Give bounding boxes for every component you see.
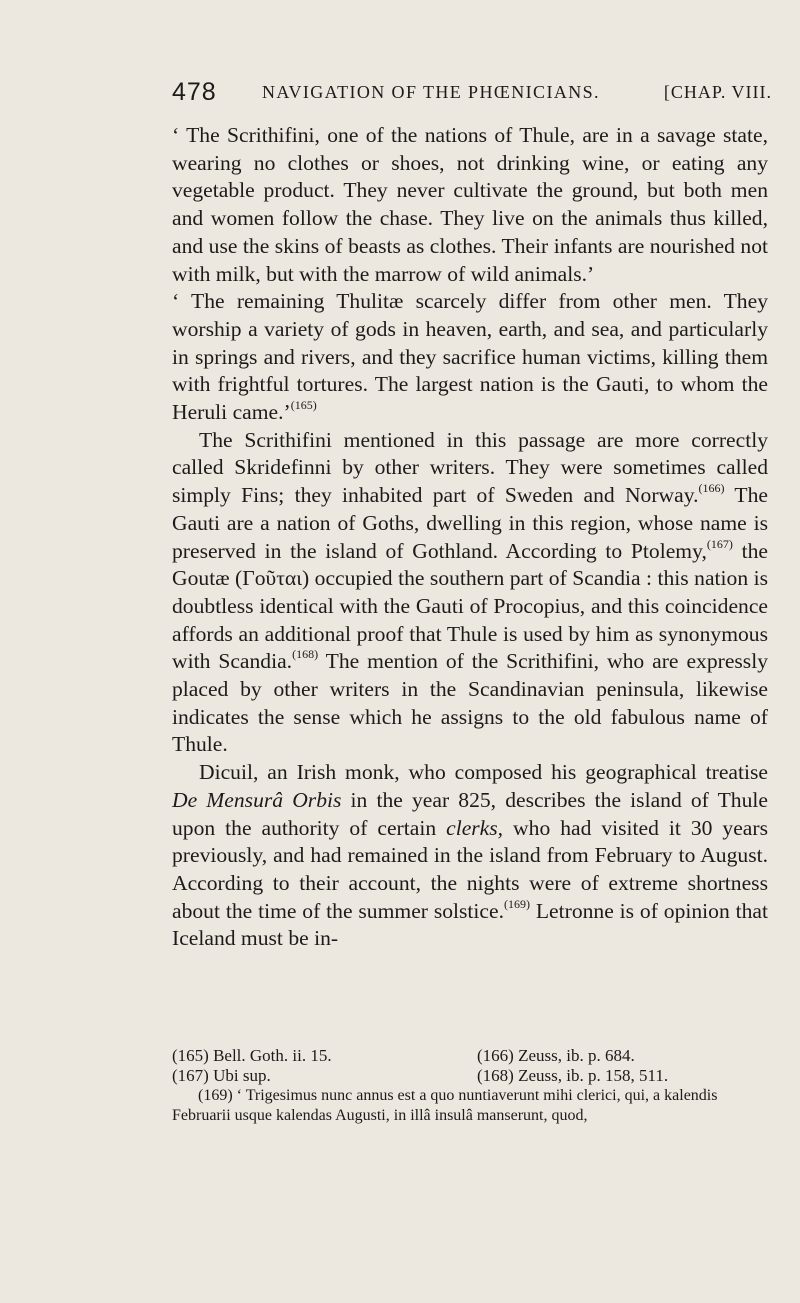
footnote-row bbox=[172, 1066, 768, 1086]
chapter-label: [CHAP. VIII. bbox=[663, 82, 772, 102]
paragraph: ‘ The Scrithifini, one of the nations of Thule, are in a savage state, wearing no clothes or shoes, not drinking wine, or eating any vegetable product. They never cultivate the ground, but both men and women follow the chase. They live on the animals thus killed, and use the skins of beasts as clothes. Their infants are nourished not with milk, but with the marrow of wild animals.’ bbox=[172, 123, 768, 286]
page-number: 478 bbox=[172, 78, 217, 106]
footnote: (165) Bell. Goth. ii. 15. bbox=[172, 1046, 332, 1065]
footnote-ref: (165) bbox=[290, 398, 317, 413]
footnote-ref: (168) bbox=[292, 647, 319, 662]
footnote: (166) Zeuss, ib. p. 684. bbox=[477, 1046, 635, 1065]
main-text bbox=[172, 122, 768, 953]
footnote: (168) Zeuss, ib. p. 158, 511. bbox=[477, 1066, 669, 1085]
page-header bbox=[172, 78, 772, 112]
paragraph: ‘ The remaining Thulitæ scarcely differ from other men. They worship a variety of gods in heaven, earth, and sea, and particularly in springs and rivers, and they sacrifice human victims, killing them with frightful tortures. The largest nation is the Gauti, to whom the Heruli came.’$^{(165)}$ bbox=[172, 289, 768, 425]
book-title: De Mensurâ Orbis bbox=[172, 787, 342, 812]
paragraph: Dicuil, an Irish monk, who composed his geographical treatise De Mensurâ Orbis in the year 825, describes the island of Thule upon the authority of certain clerks, who had visited it 30 years previously, and had remained in the island from February to August. According to their account, the nights were of extreme shortness about the time of the summer solstice.$^{(169)}$ Letronne is of opinion that Iceland must be in- bbox=[172, 760, 768, 951]
footnote-ref: (169) bbox=[504, 896, 530, 911]
footnotes bbox=[172, 1046, 768, 1126]
footnote-ref: (166) bbox=[698, 481, 725, 496]
running-title: NAVIGATION OF THE PHŒNICIANS. bbox=[262, 82, 600, 102]
paragraph: The Scrithifini mentioned in this passage are more correctly called Skridefinni by other writers. They were sometimes called simply Fins; they inhabited part of Sweden and Norway.$^{(166)}$ The Gauti are a nation of Goths, dwelling in this region, whose name is preserved in the island of Gothland. According to Ptolemy,$^{(167)}$ the Goutæ (Γοῦται) occupied the southern part of Scandia : this nation is doubtless identical with the Gauti of Procopius, and this coincidence affords an additional proof that Thule is used by him as synonymous with Scandia.$^{(168)}$ The mention of the Scrithifini, who are expressly placed by other writers in the Scandinavian peninsula, likewise indicates the sense which he assigns to the old fabulous name of Thule. bbox=[172, 427, 769, 757]
emphasis: clerks, bbox=[446, 815, 504, 840]
footnote: (169) ‘ Trigesimus nunc annus est a quo nuntiaverunt mihi clerici, qui, a kalendis Februarii usque kalendas Augusti, in illâ insulâ manserunt, quod, bbox=[172, 1087, 718, 1124]
footnote-row bbox=[172, 1046, 768, 1066]
footnote-ref: (167) bbox=[706, 536, 733, 551]
footnote: (167) Ubi sup. bbox=[172, 1066, 271, 1085]
